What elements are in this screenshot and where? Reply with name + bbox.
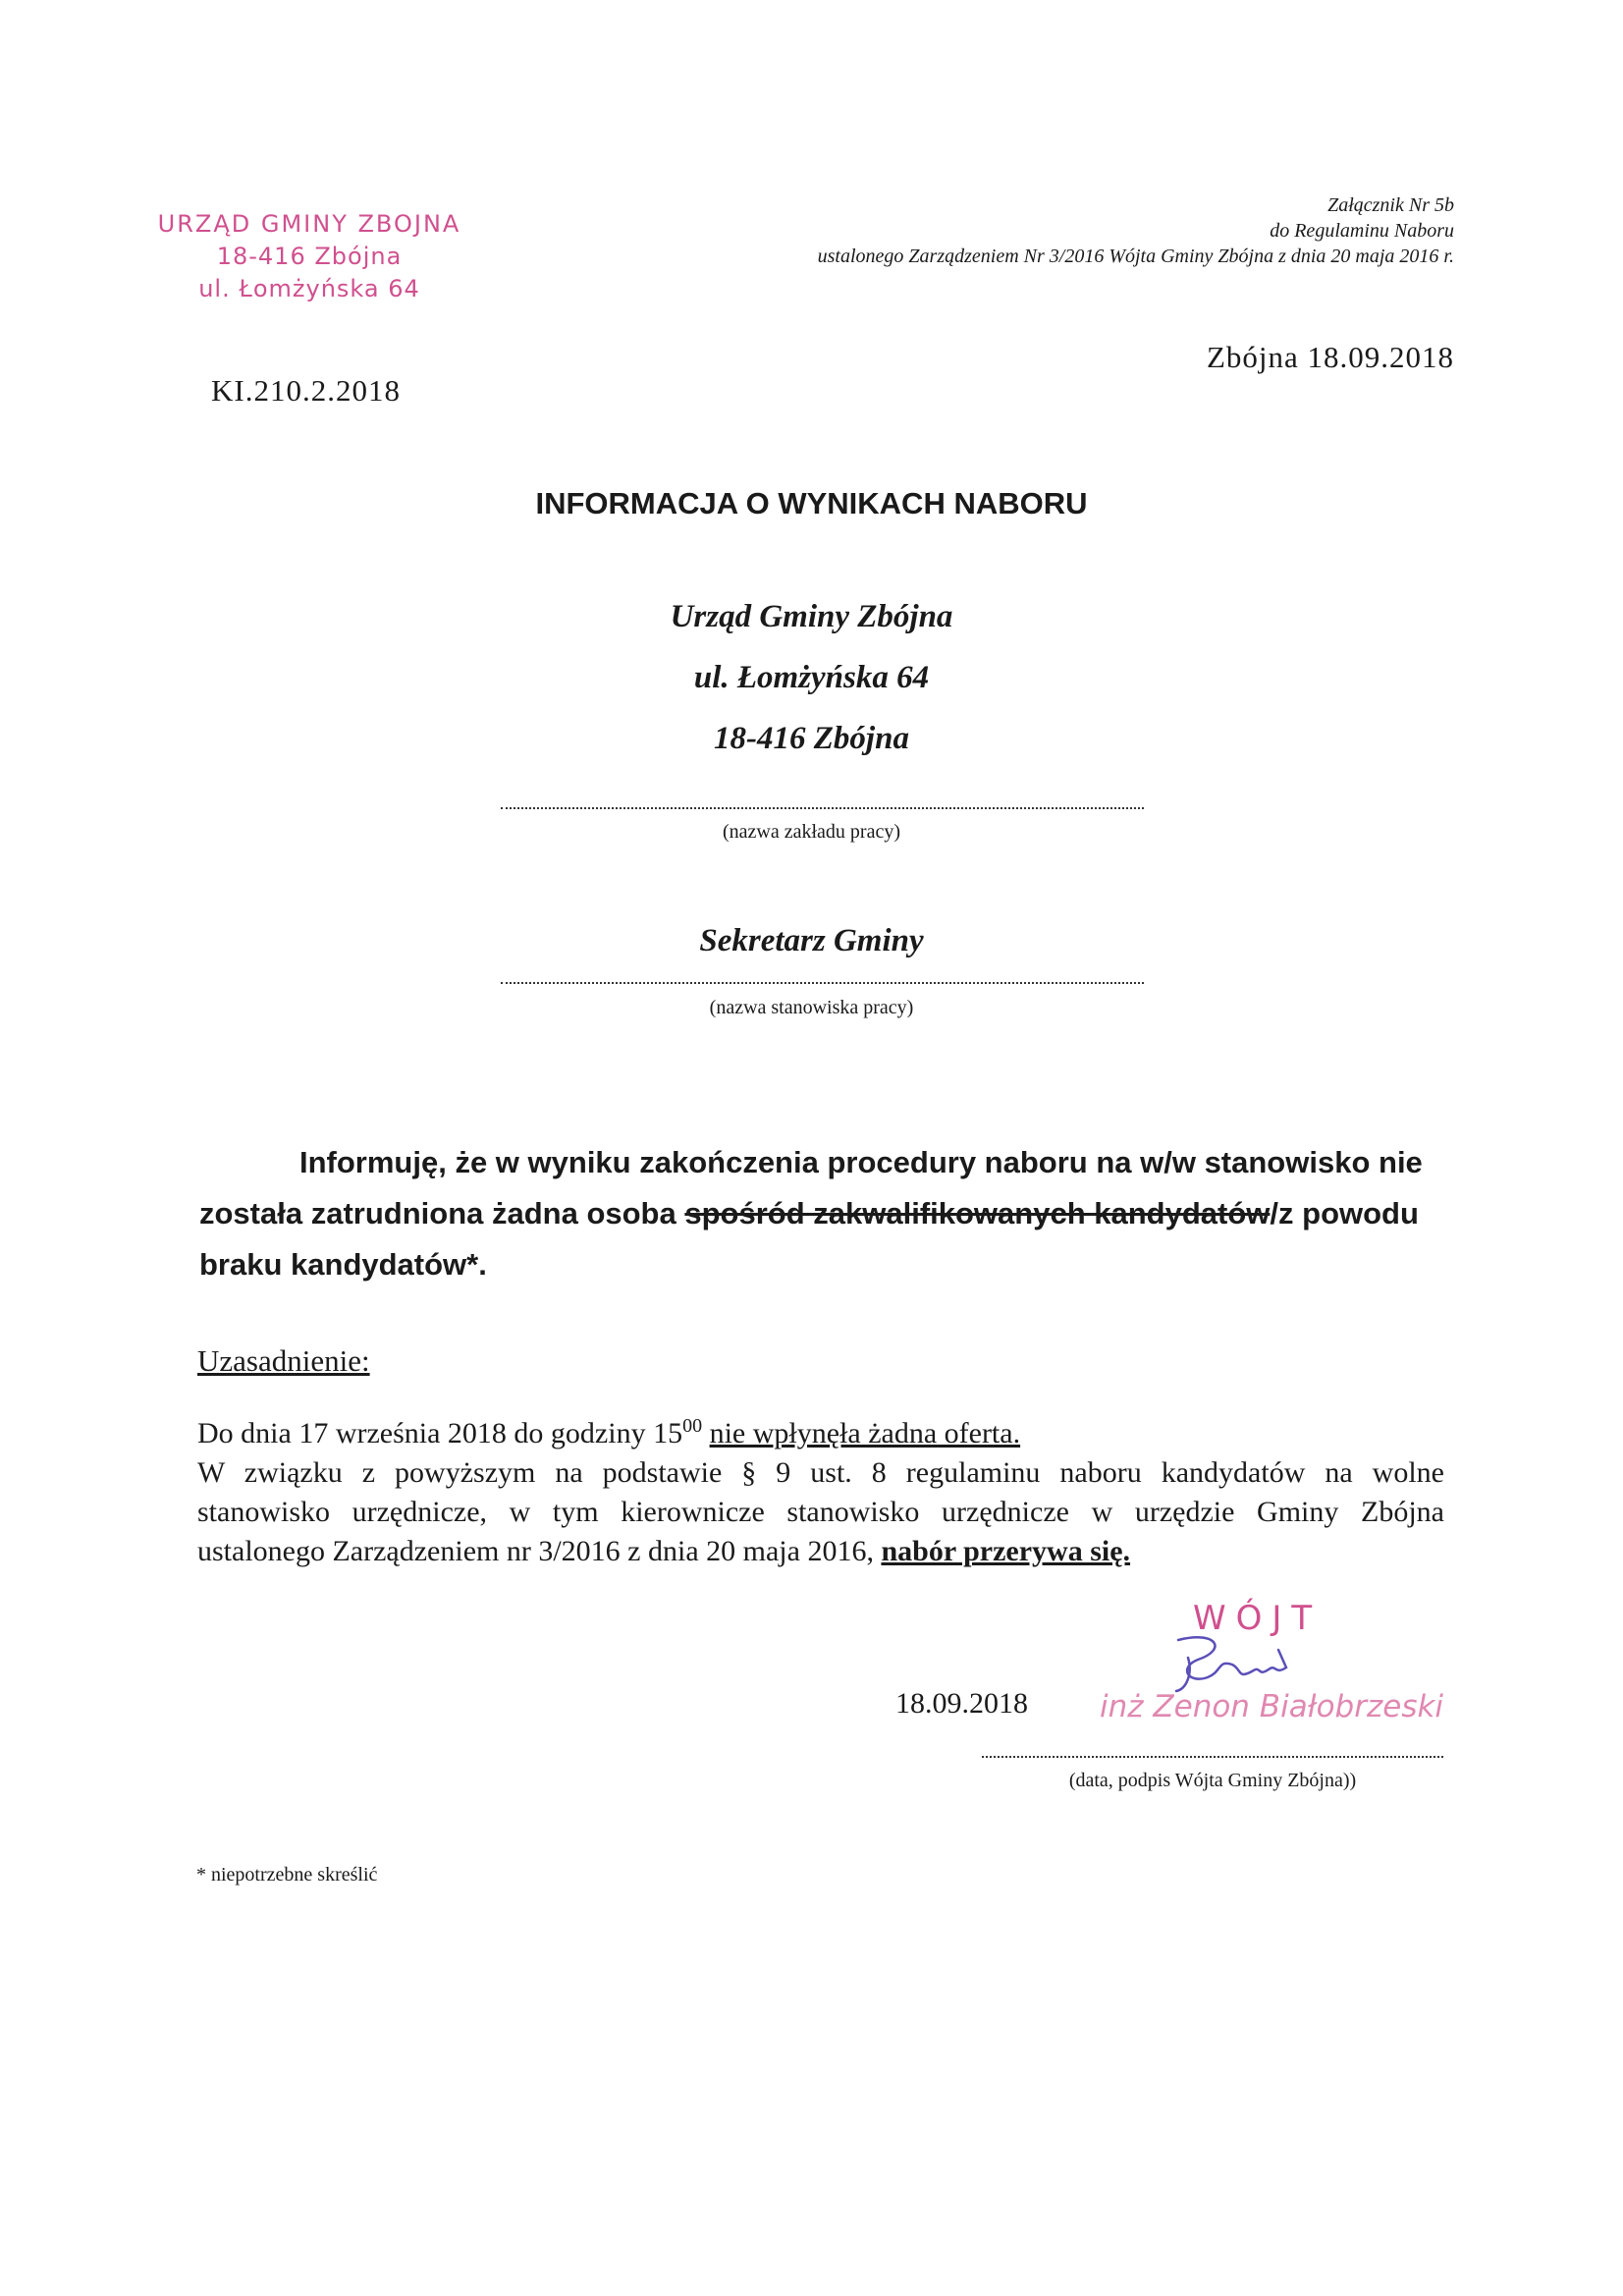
annex-line-2: do Regulaminu Naboru xyxy=(1270,220,1454,242)
result-text-part-1: Informuję, że w wyniku zakończenia procedury naboru na w/w stanowisko nie została zatrudniona żadna osoba xyxy=(199,1145,1423,1230)
result-text-struck: spośród zakwalifikowanych kandydatów xyxy=(684,1196,1271,1230)
hour-superscript: 00 xyxy=(682,1415,703,1437)
recruitment-cancelled-text: nabór przerywa się. xyxy=(881,1535,1131,1567)
office-stamp xyxy=(147,208,471,305)
position-dotted-line xyxy=(501,982,1144,984)
employer-caption: (nazwa zakładu pracy) xyxy=(723,821,900,843)
footnote: * niepotrzebne skreślić xyxy=(196,1864,378,1886)
signature-date: 18.09.2018 xyxy=(895,1687,1028,1720)
wojt-stamp-title: WÓJT xyxy=(1193,1599,1323,1638)
reference-number: KI.210.2.2018 xyxy=(211,373,401,408)
employer-name: Urząd Gminy Zbójna xyxy=(670,599,953,634)
result-text-part-2: /z powodu braku kandydatów*. xyxy=(199,1196,1419,1282)
justification-body xyxy=(197,1414,1444,1571)
annex-line-1: Załącznik Nr 5b xyxy=(1327,194,1454,216)
place-date: Zbójna 18.09.2018 xyxy=(1206,340,1454,374)
signature-caption: (data, podpis Wójta Gminy Zbójna)) xyxy=(1068,1770,1357,1791)
employer-dotted-line xyxy=(501,807,1144,809)
justification-line-3: stanowisko urzędnicze, w tym kierownicze stanowisko urzędnicze w urzędzie Gminy Zbójna xyxy=(197,1496,1444,1528)
employer-city: 18-416 Zbójna xyxy=(714,721,909,756)
stamp-line-1: URZĄD GMINY ZBOJNA xyxy=(157,210,461,238)
no-offer-text: nie wpłynęła żadna oferta. xyxy=(709,1417,1021,1449)
justification-line-2: W związku z powyższym na podstawie § 9 ust. 8 regulaminu naboru kandydatów na wolne xyxy=(197,1456,1444,1489)
justification-line-1 xyxy=(197,1414,1444,1453)
document-title: INFORMACJA O WYNIKACH NABORU xyxy=(535,486,1088,520)
position-caption: (nazwa stanowiska pracy) xyxy=(709,997,914,1018)
stamp-line-2: 18-416 Zbójna xyxy=(216,243,403,270)
signer-name-stamp: inż Zenon Białobrzeski xyxy=(1100,1689,1444,1724)
justification-line-4 xyxy=(197,1532,1444,1571)
position-name: Sekretarz Gminy xyxy=(699,923,924,958)
employer-street: ul. Łomżyńska 64 xyxy=(693,660,930,695)
justification-heading: Uzasadnienie: xyxy=(197,1343,370,1378)
justification-line-1-text: Do dnia 17 września 2018 do godziny 15 xyxy=(197,1417,683,1449)
annex-line-3: ustalonego Zarządzeniem Nr 3/2016 Wójta Gminy Zbójna z dnia 20 maja 2016 r. xyxy=(817,246,1454,267)
signature-dotted-line xyxy=(982,1756,1443,1758)
justification-line-4-text: ustalonego Zarządzeniem nr 3/2016 z dnia 20 maja 2016, xyxy=(197,1535,874,1567)
stamp-line-3: ul. Łomżyńska 64 xyxy=(198,275,420,302)
result-paragraph xyxy=(199,1137,1446,1290)
annex-note xyxy=(818,192,1454,269)
